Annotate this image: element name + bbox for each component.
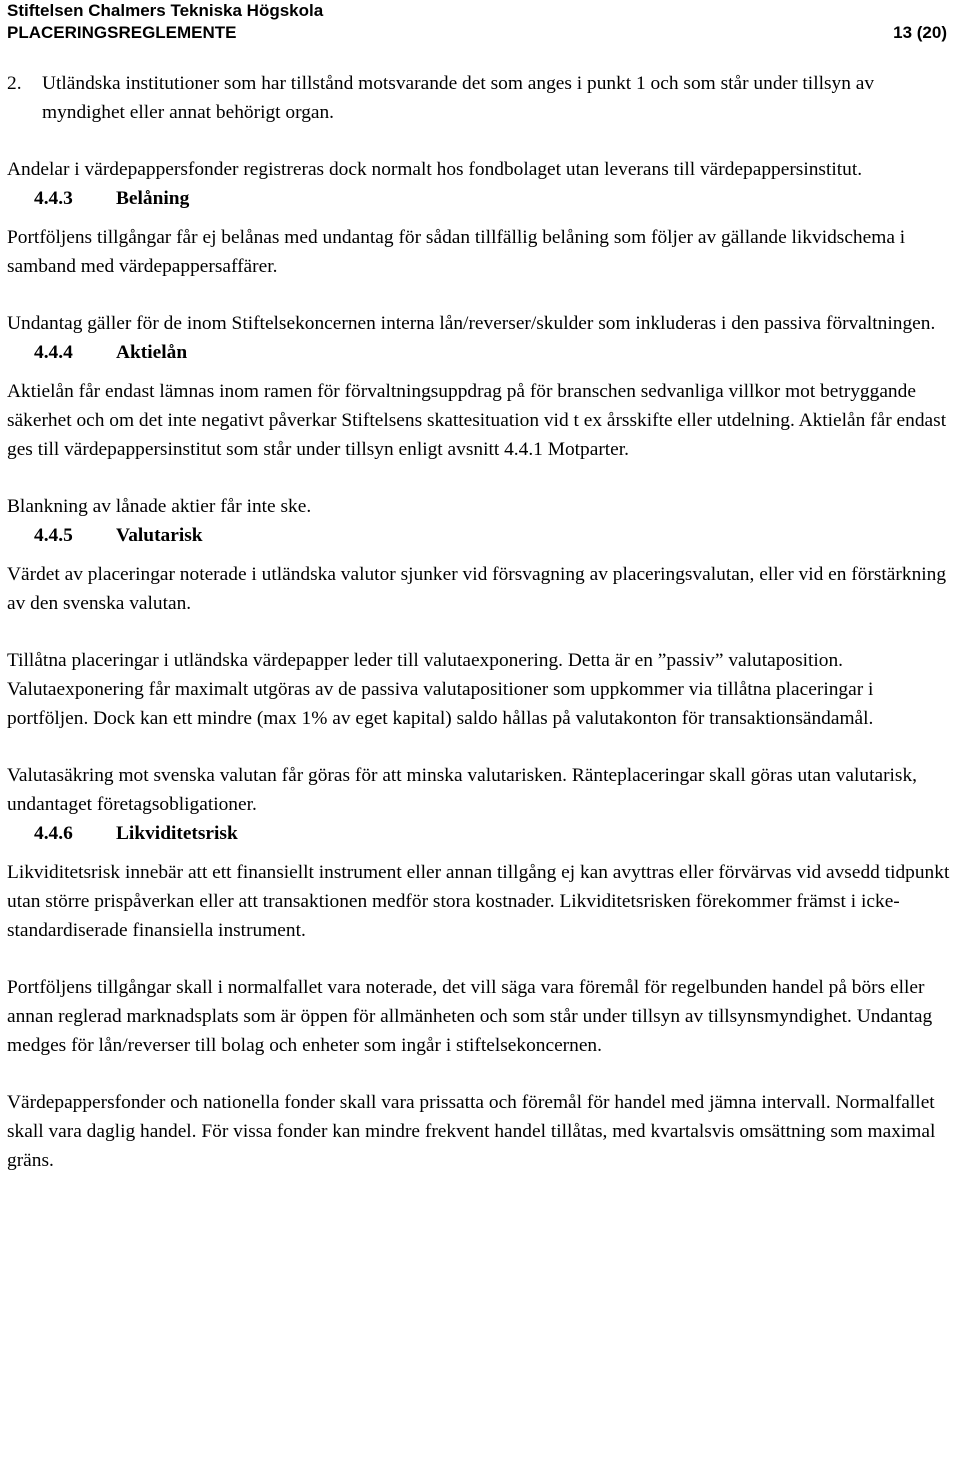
paragraph: Tillåtna placeringar i utländska värdepapper leder till valutaexponering. Detta är en ”passiv” valutaposition. Valutaexponering får maximalt utgöras av de passiva valutapositioner som uppkommer via tillåtna placeringar i portföljen. Dock kan ett mindre (max 1% av eget kapital) saldo hållas på valutakonton för transaktionsändamål. [7, 650, 874, 729]
list-item-marker: 2. [7, 73, 22, 94]
paragraph: Valutasäkring mot svenska valutan får göras för att minska valutarisken. Ränteplaceringar skall göras utan valutarisk, undantaget företagsobligationer. [7, 765, 918, 815]
paragraph: Aktielån får endast lämnas inom ramen för förvaltningsuppdrag på för branschen sedvanliga villkor mot betryggande säkerhet och om det inte negativt påverkar Stiftelsens skattesituation vid t ex årsskifte eller utdelning. Aktielån får endast ges till värdepappersinstitut som står under tillsyn enligt avsnitt 4.4.1 Motparter. [7, 381, 947, 460]
list-item [7, 69, 955, 127]
list-item-text: Utländska institutioner som har tillstånd motsvarande det som anges i punkt 1 och som står under tillsyn av myndighet eller annat behörigt organ. [42, 73, 875, 123]
paragraph: Likviditetsrisk innebär att ett finansiellt instrument eller annan tillgång ej kan avyttras eller förvärvas vid avsedd tidpunkt utan större prispåverkan eller att transaktionen medför stora kostnader. Likviditetsrisken förekommer främst i icke-standardiserade finansiella instrument. [7, 862, 950, 941]
document-body [7, 69, 955, 1175]
section-heading [7, 819, 955, 848]
section-heading [7, 184, 955, 213]
paragraph: Andelar i värdepappersfonder registreras dock normalt hos fondbolaget utan leverans till värdepappersinstitut. [7, 159, 863, 180]
section-number: 4.4.5 [34, 525, 73, 546]
paragraph: Portföljens tillgångar skall i normalfallet vara noterade, det vill säga vara föremål för regelbunden handel på börs eller annan reglerad marknadsplats som är öppen för allmänheten och som står under tillsyn av tillsynsmyndighet. Undantag medges för lån/reverser till bolag och enheter som ingår i stiftelsekoncernen. [7, 977, 933, 1056]
paragraph: Värdepappersfonder och nationella fonder skall vara prissatta och föremål för handel med jämna intervall. Normalfallet skall vara daglig handel. För vissa fonder kan mindre frekvent handel tillåtas, med kvartalsvis omsättning som maximal gräns. [7, 1092, 936, 1171]
section-title: Belåning [116, 188, 190, 209]
section-title: Aktielån [116, 342, 188, 363]
page-header [7, 0, 947, 44]
paragraph: Värdet av placeringar noterade i utländska valutor sjunker vid försvagning av placeringsvalutan, eller vid en förstärkning av den svenska valutan. [7, 564, 947, 614]
paragraph: Blankning av lånade aktier får inte ske. [7, 496, 312, 517]
section-title: Valutarisk [116, 525, 203, 546]
section-title: Likviditetsrisk [116, 823, 238, 844]
header-row [7, 22, 947, 44]
organization-name: Stiftelsen Chalmers Tekniska Högskola [7, 1, 324, 20]
section-heading [7, 338, 955, 367]
section-number: 4.4.4 [34, 342, 73, 363]
paragraph: Undantag gäller för de inom Stiftelsekoncernen interna lån/reverser/skulder som inkluderas i den passiva förvaltningen. [7, 313, 936, 334]
paragraph: Portföljens tillgångar får ej belånas med undantag för sådan tillfällig belåning som följer av gällande likvidschema i samband med värdepappersaffärer. [7, 227, 906, 277]
page-number: 13 (20) [893, 23, 947, 42]
section-heading [7, 521, 955, 550]
document-title: PLACERINGSREGLEMENTE [7, 23, 237, 42]
section-number: 4.4.3 [34, 188, 73, 209]
section-number: 4.4.6 [34, 823, 73, 844]
